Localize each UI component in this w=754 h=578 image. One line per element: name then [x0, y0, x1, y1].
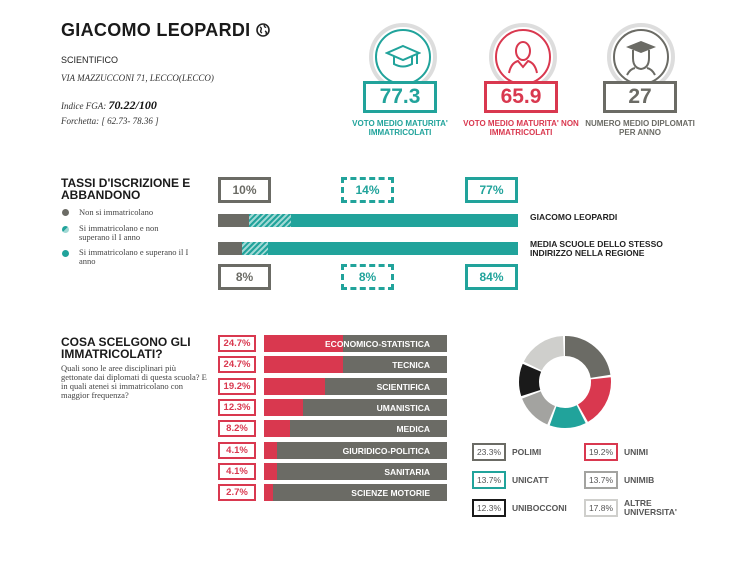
- university-pct: 13.7%: [472, 471, 506, 489]
- universities-donut-chart: [518, 335, 612, 429]
- area-label: SCIENTIFICA: [376, 382, 430, 392]
- region-stacked-bar: [218, 242, 518, 255]
- school-bar-label: GIACOMO LEOPARDI: [530, 212, 618, 222]
- university-pct: 19.2%: [584, 443, 618, 461]
- person-icon: [505, 39, 541, 75]
- area-label: GIURIDICO-POLITICA: [342, 446, 430, 456]
- legend-item: Si immatricolano e superano il I anno: [79, 247, 189, 266]
- area-pct: 2.7%: [218, 484, 256, 501]
- bar-segment-pass: [268, 242, 518, 255]
- globe-icon[interactable]: [256, 23, 270, 37]
- university-name: UNIMIB: [624, 475, 655, 485]
- legend-dot-hatched: [62, 226, 69, 233]
- graduation-cap-icon: [385, 42, 421, 72]
- area-label: SANITARIA: [384, 467, 430, 477]
- university-name: UNICATT: [512, 475, 549, 485]
- area-pct: 4.1%: [218, 463, 256, 480]
- university-pct: 23.3%: [472, 443, 506, 461]
- university-pct: 17.8%: [584, 499, 618, 517]
- university-pct: 12.3%: [472, 499, 506, 517]
- metric-label: NUMERO MEDIO DIPLOMATI PER ANNO: [585, 119, 695, 137]
- bar-segment-dropout: [242, 242, 268, 255]
- school-not-enrolled-pct: 10%: [218, 177, 271, 203]
- region-pass-pct: 84%: [465, 264, 518, 290]
- enrollment-legend: [61, 208, 211, 268]
- metric-value-box: 65.9: [484, 81, 558, 113]
- fork-range: [61, 116, 159, 126]
- region-bar-label: MEDIA SCUOLE DELLO STESSO INDIRIZZO NELLA REGIONE: [530, 239, 663, 258]
- fork-label: Forchetta:: [61, 116, 102, 126]
- school-pass-pct: 77%: [465, 177, 518, 203]
- choices-description: Quali sono le aree disciplinari più gettonate dai diplomati di questa scuola? E in quali atenei si immatricolano con maggior frequenza?: [61, 363, 207, 400]
- metric-value-box: 27: [603, 81, 677, 113]
- region-not-enrolled-pct: 8%: [218, 264, 271, 290]
- school-stacked-bar: [218, 214, 518, 227]
- legend-item: Si immatricolano e non superano il I anno: [79, 223, 159, 242]
- school-type: SCIENTIFICO: [61, 55, 119, 65]
- university-name: POLIMI: [512, 447, 542, 457]
- area-label: TECNICA: [392, 360, 430, 370]
- areas-chart: [218, 335, 448, 505]
- universities-legend: [472, 443, 722, 523]
- area-pct: 24.7%: [218, 356, 256, 373]
- metric-value-box: 77.3: [363, 81, 437, 113]
- area-label: MEDICA: [396, 424, 430, 434]
- university-name: UNIBOCCONI: [512, 503, 567, 513]
- area-pct: 19.2%: [218, 378, 256, 395]
- graduate-person-icon: [622, 38, 660, 76]
- fga-label: Indice FGA:: [61, 101, 109, 111]
- area-pct: 24.7%: [218, 335, 256, 352]
- legend-item: Non si immatricolano: [79, 207, 154, 217]
- school-name: GIACOMO LEOPARDI: [61, 20, 251, 40]
- fga-value: 70.22/100: [108, 98, 157, 112]
- choices-title: COSA SCELGONO GLI IMMATRICOLATI?: [61, 335, 191, 361]
- area-pct: 8.2%: [218, 420, 256, 437]
- fga-index: [61, 98, 157, 113]
- area-label: SCIENZE MOTORIE: [351, 488, 430, 498]
- region-dropout-pct: 8%: [341, 264, 394, 290]
- university-pct: 13.7%: [584, 471, 618, 489]
- university-name: UNIMI: [624, 447, 649, 457]
- school-address: VIA MAZZUCCONI 71, LECCO(LECCO): [61, 73, 214, 83]
- metric-label: VOTO MEDIO MATURITA' IMMATRICOLATI: [352, 119, 448, 137]
- bar-segment-not-enrolled: [218, 242, 242, 255]
- bar-segment-pass: [291, 214, 518, 227]
- university-name: ALTRE UNIVERSITA': [624, 498, 677, 517]
- area-pct: 12.3%: [218, 399, 256, 416]
- metric-label: VOTO MEDIO MATURITA' NON IMMATRICOLATI: [463, 119, 579, 137]
- bar-segment-not-enrolled: [218, 214, 249, 227]
- area-label: UMANISTICA: [376, 403, 430, 413]
- enrollment-title: TASSI D'ISCRIZIONE E ABBANDONO: [61, 176, 191, 202]
- fork-value: [ 62.73- 78.36 ]: [101, 116, 159, 126]
- area-pct: 4.1%: [218, 442, 256, 459]
- bar-segment-dropout: [249, 214, 291, 227]
- legend-dot-teal: [62, 250, 69, 257]
- legend-dot-gray: [62, 209, 69, 216]
- school-dropout-pct: 14%: [341, 177, 394, 203]
- area-label: ECONOMICO-STATISTICA: [325, 339, 430, 349]
